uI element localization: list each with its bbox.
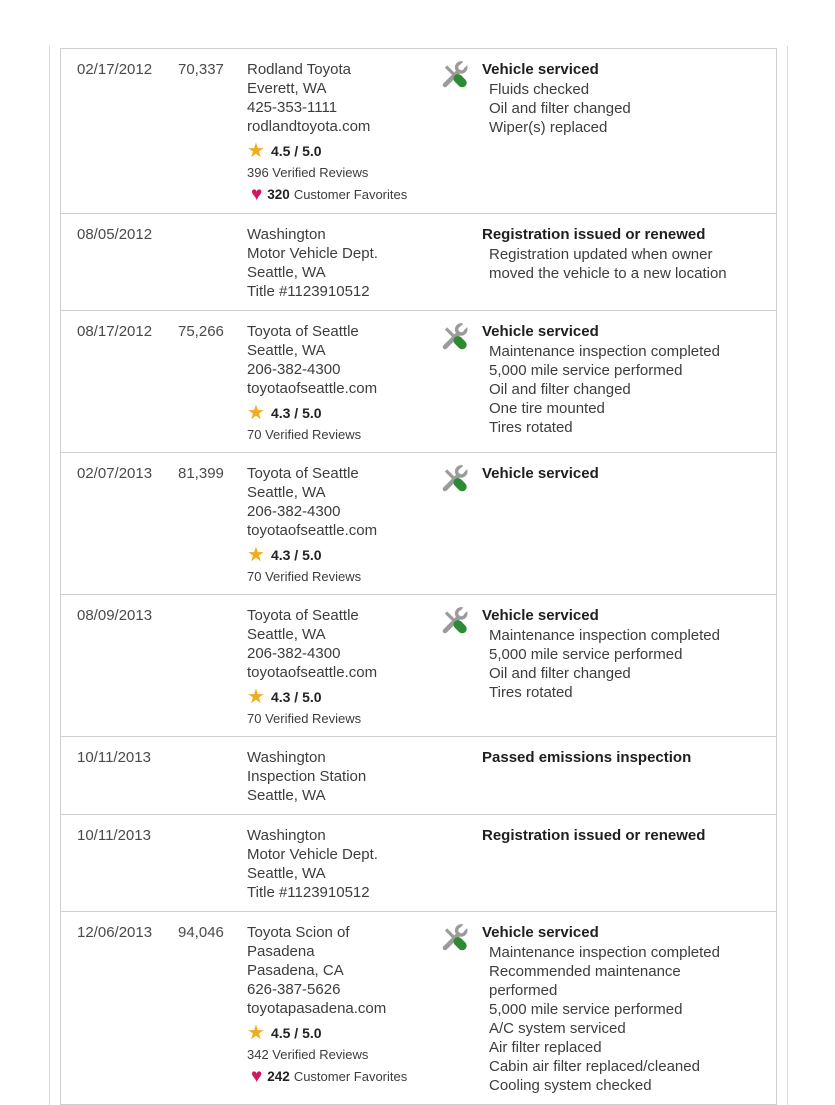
source-line: Motor Vehicle Dept. [247,245,378,262]
rating-value: 4.3 / 5.0 [270,688,322,705]
service-detail-line: Maintenance inspection completed [489,343,720,360]
rating-value: 4.3 / 5.0 [270,546,322,563]
rating-value: 4.3 / 5.0 [270,404,322,421]
record-source-cell [247,60,438,204]
record-date: 08/09/2013 [77,607,153,624]
record-mileage-cell [178,748,247,805]
source-line: Rodland Toyota [247,61,351,78]
record-date: 10/11/2013 [77,749,151,766]
rating-value: 4.5 / 5.0 [270,142,322,159]
source-line: Seattle, WA [247,787,326,804]
record-title: Vehicle serviced [482,465,599,482]
history-record-row [61,213,776,310]
record-mileage-cell [178,60,247,204]
record-source-cell [247,748,438,805]
history-record-row [61,736,776,814]
record-title: Vehicle serviced [482,323,599,340]
service-detail-line: Registration updated when owner [489,246,713,263]
verified-reviews: 342 Verified Reviews [247,1047,369,1062]
source-line: Toyota of Seattle [247,465,359,482]
record-title: Vehicle serviced [482,607,599,624]
service-icon-cell [438,606,482,727]
record-source-cell [247,464,438,585]
service-detail-line: Oil and filter changed [489,100,631,117]
source-line: Toyota of Seattle [247,607,359,624]
history-record-row [61,452,776,594]
star-rating [247,686,438,708]
record-mileage-cell [178,225,247,301]
source-line: Seattle, WA [247,484,326,501]
source-line: toyotaofseattle.com [247,664,378,681]
source-line: Washington [247,827,326,844]
source-lines [247,748,438,805]
source-line: Title #1123910512 [247,884,370,901]
record-date: 08/05/2012 [77,226,153,243]
history-record-row [61,911,776,1104]
service-detail-line: 5,000 mile service performed [489,362,683,379]
source-lines [247,60,438,136]
record-mileage-cell [178,322,247,443]
vehicle-service-wrench-icon [438,923,468,953]
source-line: Toyota Scion of [247,924,350,941]
record-details-cell [482,923,768,1095]
service-detail-lines [482,245,768,283]
source-line: 206-382-4300 [247,503,341,520]
vehicle-history-report-panel [49,46,788,1105]
record-details-cell [482,225,768,301]
source-lines [247,606,438,682]
record-date-cell [77,923,178,1095]
record-date-cell [77,748,178,805]
star-icon: ★ [247,544,265,566]
source-line: Washington [247,226,326,243]
rating-value: 4.5 / 5.0 [270,1024,322,1041]
service-icon-cell [438,322,482,443]
service-detail-line: Oil and filter changed [489,381,631,398]
source-line: Seattle, WA [247,342,326,359]
record-date-cell [77,322,178,443]
service-detail-line: 5,000 mile service performed [489,1001,683,1018]
record-details-cell [482,322,768,443]
star-icon: ★ [247,140,265,162]
source-line: 206-382-4300 [247,361,341,378]
record-date-cell [77,606,178,727]
record-source-cell [247,225,438,301]
verified-reviews: 396 Verified Reviews [247,165,369,180]
service-detail-line: Cooling system checked [489,1077,652,1094]
service-icon-cell [438,60,482,204]
service-icon-cell [438,748,482,805]
record-source-cell [247,606,438,727]
customer-favorites [247,184,438,204]
record-mileage: 70,337 [178,61,224,78]
service-detail-line: Air filter replaced [489,1039,602,1056]
service-detail-lines [482,943,768,1095]
source-line: Inspection Station [247,768,367,785]
service-detail-line: performed [489,982,558,999]
record-date-cell [77,60,178,204]
record-date: 10/11/2013 [77,827,151,844]
record-mileage: 94,046 [178,924,224,941]
service-detail-lines [482,342,768,437]
source-line: 626-387-5626 [247,981,341,998]
service-detail-line: Tires rotated [489,419,573,436]
record-title: Vehicle serviced [482,924,599,941]
record-source-cell [247,826,438,902]
heart-icon: ♥ [251,1065,263,1087]
vehicle-service-wrench-icon [438,60,468,90]
record-mileage-cell [178,923,247,1095]
service-detail-line: Recommended maintenance [489,963,681,980]
record-date: 12/06/2013 [77,924,153,941]
favorites-count: 320 [267,186,290,202]
history-record-row [61,594,776,736]
source-line: 206-382-4300 [247,645,341,662]
record-details-cell [482,60,768,204]
verified-reviews: 70 Verified Reviews [247,569,362,584]
service-icon-cell [438,826,482,902]
record-date-cell [77,464,178,585]
service-detail-line: Maintenance inspection completed [489,944,720,961]
vehicle-service-wrench-icon [438,606,468,636]
star-rating [247,1022,438,1044]
source-lines [247,322,438,398]
star-rating [247,140,438,162]
history-record-row [61,814,776,911]
verified-reviews: 70 Verified Reviews [247,711,362,726]
record-details-cell [482,606,768,727]
service-detail-lines [482,626,768,702]
verified-reviews: 70 Verified Reviews [247,427,362,442]
star-rating [247,402,438,424]
source-line: Title #1123910512 [247,283,370,300]
source-lines [247,923,438,1018]
record-details-cell [482,464,768,585]
service-detail-line: 5,000 mile service performed [489,646,683,663]
record-mileage-cell [178,606,247,727]
record-title: Passed emissions inspection [482,749,692,766]
source-line: Seattle, WA [247,626,326,643]
favorites-label: Customer Favorites [293,1068,408,1084]
history-record-row [61,310,776,452]
service-detail-line: Maintenance inspection completed [489,627,720,644]
source-line: Seattle, WA [247,865,326,882]
source-line: Washington [247,749,326,766]
service-detail-line: One tire mounted [489,400,605,417]
history-table [60,48,777,1105]
record-title: Registration issued or renewed [482,226,706,243]
record-mileage: 81,399 [178,465,224,482]
service-detail-line: Fluids checked [489,81,590,98]
source-lines [247,225,438,301]
record-date: 08/17/2012 [77,323,153,340]
record-title: Vehicle serviced [482,61,599,78]
record-mileage-cell [178,464,247,585]
vehicle-service-wrench-icon [438,322,468,352]
service-detail-line: moved the vehicle to a new location [489,265,727,282]
record-mileage-cell [178,826,247,902]
source-line: toyotaofseattle.com [247,522,378,539]
service-detail-lines [482,80,768,137]
source-line: Seattle, WA [247,264,326,281]
favorites-count: 242 [267,1068,290,1084]
star-rating [247,544,438,566]
source-lines [247,464,438,540]
source-line: Everett, WA [247,80,327,97]
star-icon: ★ [247,686,265,708]
record-details-cell [482,826,768,902]
record-date: 02/07/2013 [77,465,153,482]
source-line: 425-353-1111 [247,99,338,116]
record-title: Registration issued or renewed [482,827,706,844]
record-date-cell [77,225,178,301]
history-record-row [61,49,776,213]
service-detail-line: Wiper(s) replaced [489,119,608,136]
star-icon: ★ [247,402,265,424]
favorites-label: Customer Favorites [293,186,408,202]
source-line: Toyota of Seattle [247,323,359,340]
service-icon-cell [438,225,482,301]
service-detail-line: A/C system serviced [489,1020,626,1037]
source-line: Pasadena, CA [247,962,344,979]
record-mileage: 75,266 [178,323,224,340]
record-source-cell [247,322,438,443]
heart-icon: ♥ [251,183,263,205]
record-details-cell [482,748,768,805]
source-line: Pasadena [247,943,315,960]
service-icon-cell [438,923,482,1095]
service-detail-line: Tires rotated [489,684,573,701]
source-line: rodlandtoyota.com [247,118,371,135]
record-date-cell [77,826,178,902]
source-line: toyotapasadena.com [247,1000,387,1017]
customer-favorites [247,1066,438,1086]
star-icon: ★ [247,1022,265,1044]
source-lines [247,826,438,902]
source-line: Motor Vehicle Dept. [247,846,378,863]
record-date: 02/17/2012 [77,61,153,78]
vehicle-service-wrench-icon [438,464,468,494]
service-detail-line: Oil and filter changed [489,665,631,682]
source-line: toyotaofseattle.com [247,380,378,397]
service-icon-cell [438,464,482,585]
service-detail-line: Cabin air filter replaced/cleaned [489,1058,700,1075]
record-source-cell [247,923,438,1095]
